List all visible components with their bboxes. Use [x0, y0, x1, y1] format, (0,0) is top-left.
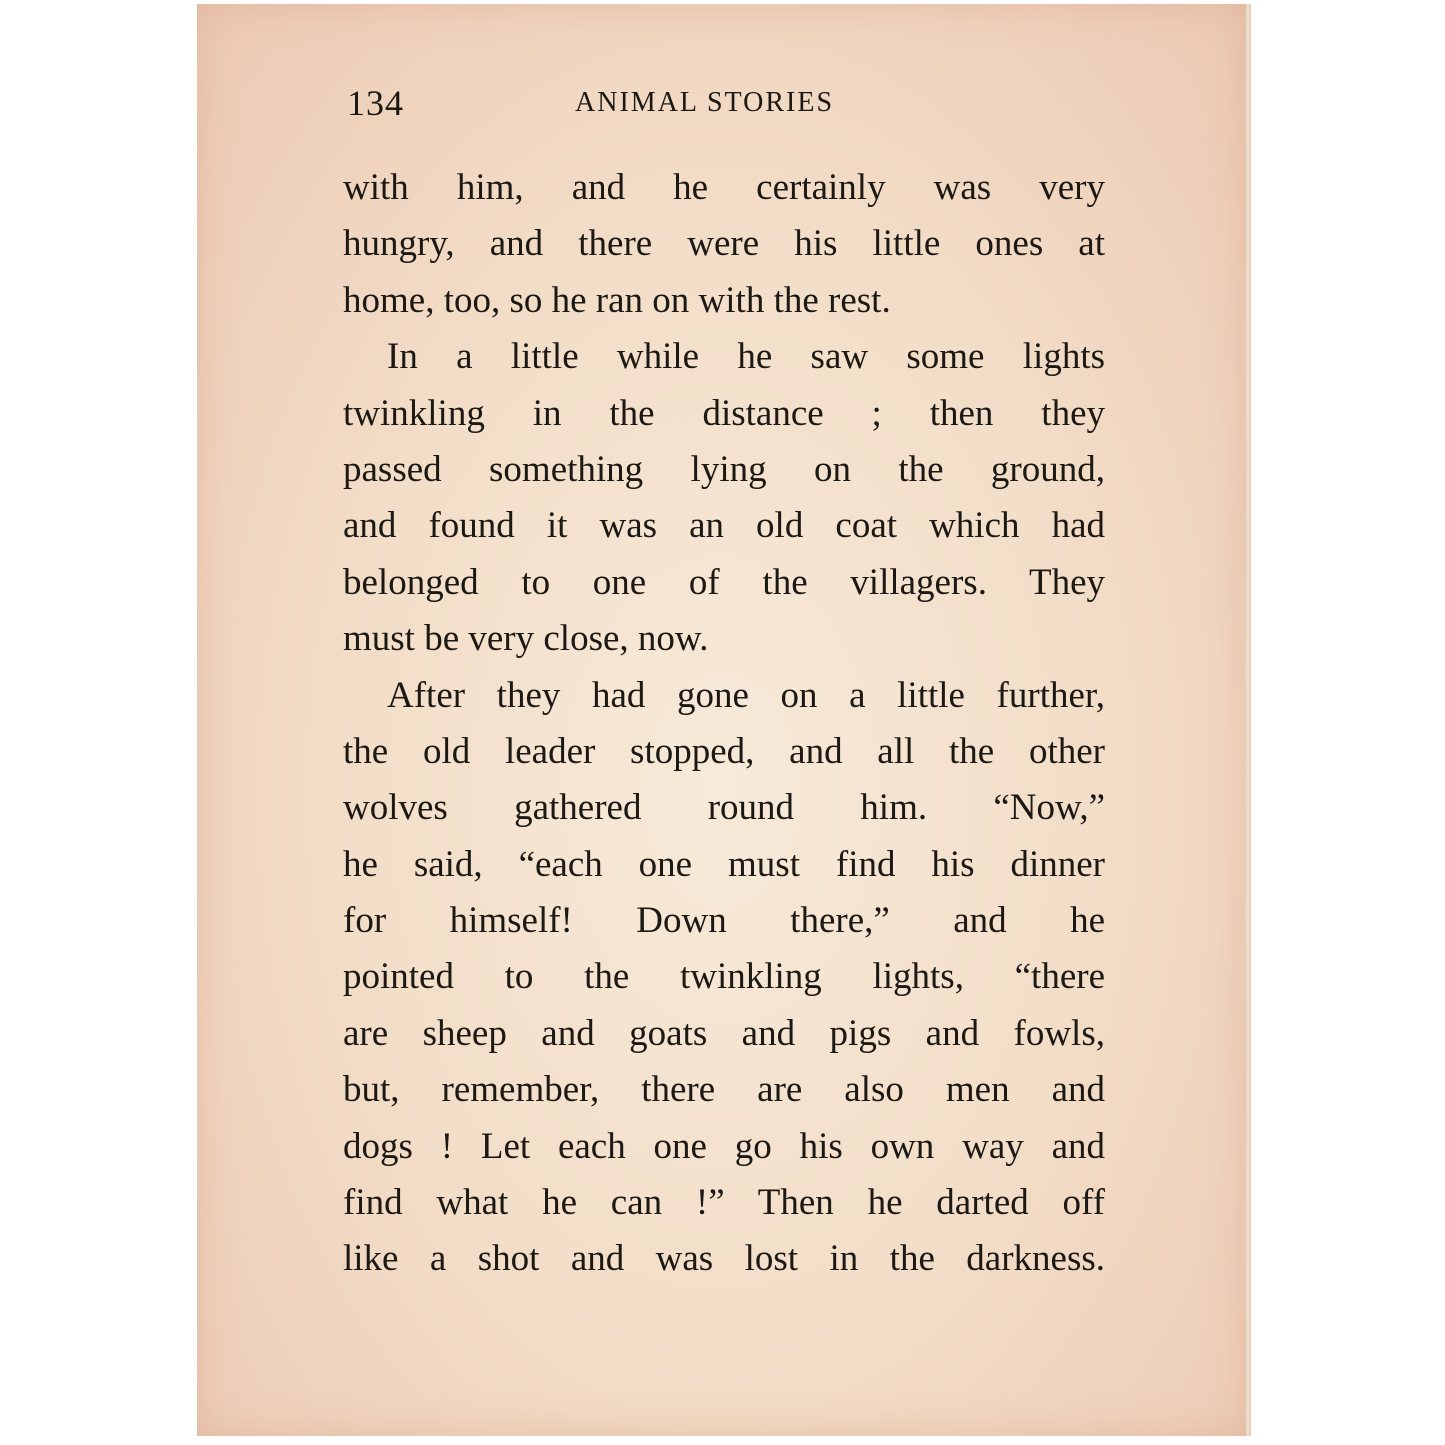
text-line: hungry, and there were his little ones at — [343, 223, 1105, 265]
text-line: for himself! Down there,” and he — [343, 900, 1105, 942]
text-line: are sheep and goats and pigs and fowls, — [343, 1012, 1105, 1054]
text-line: like a shot and was lost in the darkness. — [343, 1238, 1105, 1280]
book-title: ANIMAL STORIES — [575, 87, 835, 118]
text-line: he said, “each one must find his dinner — [343, 843, 1105, 885]
text-line: but, remember, there are also men and — [343, 1069, 1105, 1111]
text-line: wolves gathered round him. “Now,” — [343, 787, 1105, 829]
running-head — [347, 82, 1107, 126]
page-number: 134 — [347, 83, 404, 123]
text-line: In a little while he saw some lights — [387, 336, 1105, 378]
paragraph-2 — [343, 329, 1105, 667]
text-line: with him, and he certainly was very — [343, 167, 1105, 208]
text-line: passed something lying on the ground, — [343, 448, 1105, 490]
text-line: twinkling in the distance ; then they — [343, 392, 1105, 434]
text-line: pointed to the twinkling lights, “there — [343, 956, 1105, 998]
text-line: dogs ! Let each one go his own way and — [343, 1125, 1105, 1167]
text-line: After they had gone on a little further, — [387, 674, 1105, 716]
text-line: and found it was an old coat which had — [343, 505, 1105, 547]
paragraph-3 — [343, 668, 1105, 1288]
text-line: home, too, so he ran on with the rest. — [343, 279, 891, 321]
text-line: must be very close, now. — [343, 618, 709, 660]
text-line: the old leader stopped, and all the other — [343, 730, 1105, 772]
body-text — [343, 160, 1105, 1288]
book-page — [197, 4, 1249, 1436]
text-line: find what he can !” Then he darted off — [343, 1182, 1105, 1224]
paragraph-1 — [343, 160, 1105, 329]
text-line: belonged to one of the villagers. They — [343, 561, 1105, 603]
